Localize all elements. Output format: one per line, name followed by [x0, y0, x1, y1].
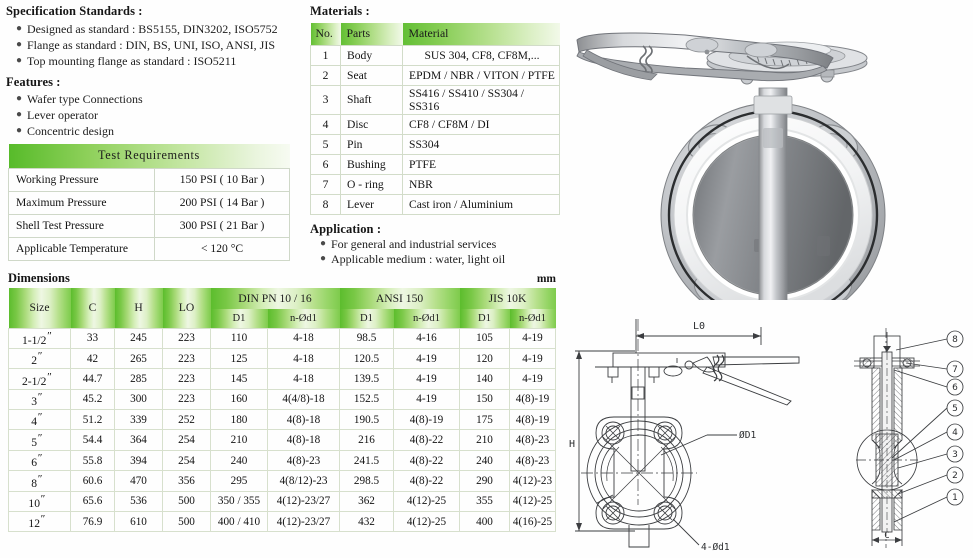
- column-header-c: C: [71, 288, 115, 328]
- cell-jis-d1: 120: [460, 348, 510, 368]
- cell-din-d1: 145: [211, 369, 268, 389]
- application-title: Application :: [310, 221, 382, 236]
- cell-ansi-nd1: 4(8)-19: [394, 410, 460, 430]
- table-row: [9, 369, 556, 389]
- cell-c: 65.6: [71, 491, 115, 511]
- size-value: 2-1/2: [21, 374, 47, 388]
- list-item-label: For general and industrial services: [331, 236, 497, 251]
- cell-ansi-nd1: 4(12)-25: [394, 512, 460, 532]
- cell-c: 51.2: [71, 410, 115, 430]
- valve-photo-svg: [565, 0, 973, 300]
- size-unit: ″: [37, 350, 42, 363]
- size-unit: ″: [40, 492, 45, 505]
- table-header-row: [9, 288, 556, 309]
- cell-lo: 356: [163, 471, 211, 491]
- cell-c: 33: [71, 328, 115, 348]
- materials-column: [310, 4, 565, 268]
- list-item-label: Lever operator: [27, 108, 98, 123]
- bullet-icon: ●: [16, 93, 23, 105]
- cell-din-nd1: 4(12)-23/27: [268, 512, 340, 532]
- bullet-icon: ●: [16, 23, 23, 34]
- cell-c: 76.9: [71, 512, 115, 532]
- cell-part: Lever: [341, 194, 403, 214]
- dimension-label-c: C: [884, 531, 890, 541]
- cell-size: [9, 430, 71, 450]
- table-row: [9, 348, 556, 368]
- cell-din-d1: 400 / 410: [211, 512, 268, 532]
- bullet-icon: ●: [16, 54, 23, 66]
- table-header-row: [311, 23, 560, 45]
- dimensions-heading: [8, 271, 556, 286]
- callout-3: 3: [952, 450, 958, 460]
- cell-no: 5: [311, 134, 341, 154]
- callout-5: 5: [952, 404, 958, 414]
- size-unit: ″: [37, 452, 42, 465]
- test-requirements-table: [8, 144, 290, 261]
- column-subheader-ansi-nd1: n-Ød1: [394, 309, 460, 328]
- table-row: [311, 194, 560, 214]
- list-item-label: Designed as standard : BS5155, DIN3202, ISO5752: [27, 22, 278, 36]
- cell-part: O - ring: [341, 174, 403, 194]
- cell-ansi-nd1: 4-19: [394, 348, 460, 368]
- column-subheader-din-nd1: n-Ød1: [268, 309, 340, 328]
- cell-din-d1: 350 / 355: [211, 491, 268, 511]
- column-header-din: DIN PN 10 / 16: [211, 288, 340, 309]
- cell-size: [9, 389, 71, 409]
- column-subheader-ansi-d1: D1: [340, 309, 394, 328]
- list-item-label: Flange as standard : DIN, BS, UNI, ISO, ANSI, JIS: [27, 37, 275, 52]
- row-label: Applicable Temperature: [9, 237, 155, 260]
- cell-din-d1: 160: [211, 389, 268, 409]
- front-view-drawing: [565, 305, 815, 558]
- cell-ansi-d1: 241.5: [340, 450, 394, 470]
- materials-table: [310, 23, 560, 215]
- row-label: Maximum Pressure: [9, 191, 155, 214]
- size-unit: ″: [37, 431, 42, 444]
- column-header-parts: Parts: [341, 23, 403, 45]
- bullet-icon: ●: [16, 109, 23, 121]
- cell-h: 245: [115, 328, 163, 348]
- dimensions-table: [8, 288, 556, 532]
- table-header-row: [9, 144, 290, 168]
- dimension-label-od1: ØD1: [739, 430, 757, 441]
- cell-h: 364: [115, 430, 163, 450]
- cell-ansi-d1: 152.5: [340, 389, 394, 409]
- table-row: [9, 389, 556, 409]
- column-header-material: Material: [403, 23, 560, 45]
- cell-jis-nd1: 4(8)-23: [510, 450, 556, 470]
- cell-part: Body: [341, 45, 403, 65]
- cell-part: Disc: [341, 114, 403, 134]
- column-header-no: No.: [311, 23, 341, 45]
- size-value: 5: [31, 435, 38, 449]
- row-value: < 120 °C: [155, 237, 290, 260]
- column-header-ansi: ANSI 150: [340, 288, 460, 309]
- cell-jis-nd1: 4(8)-23: [510, 430, 556, 450]
- cell-h: 470: [115, 471, 163, 491]
- cell-din-nd1: 4-18: [268, 369, 340, 389]
- cell-h: 339: [115, 410, 163, 430]
- cell-jis-d1: 290: [460, 471, 510, 491]
- size-unit: ″: [37, 472, 42, 485]
- callout-8: 8: [952, 335, 958, 345]
- features-list: [6, 92, 302, 139]
- list-item-label: Concentric design: [27, 124, 114, 139]
- bullet-icon: ●: [16, 38, 23, 50]
- cell-material: SS304: [403, 134, 560, 154]
- list-item: [320, 252, 565, 268]
- cell-din-nd1: 4-18: [268, 328, 340, 348]
- cell-din-d1: 110: [211, 328, 268, 348]
- table-row: [311, 114, 560, 134]
- list-item: [16, 54, 302, 70]
- column-subheader-jis-d1: D1: [460, 309, 510, 328]
- cell-ansi-d1: 216: [340, 430, 394, 450]
- list-item: [320, 237, 565, 253]
- table-row: [9, 237, 290, 260]
- cell-lo: 223: [163, 369, 211, 389]
- row-value: 150 PSI ( 10 Bar ): [155, 168, 290, 191]
- column-subheader-din-d1: D1: [211, 309, 268, 328]
- dimensions-unit: mm: [536, 273, 556, 285]
- cell-part: Pin: [341, 134, 403, 154]
- specification-standards-list: [6, 22, 302, 69]
- size-value: 2: [31, 354, 38, 368]
- size-unit: ″: [46, 370, 52, 383]
- cell-jis-d1: 400: [460, 512, 510, 532]
- cell-jis-nd1: 4(8)-19: [510, 410, 556, 430]
- cell-material: Cast iron / Aluminium: [403, 194, 560, 214]
- cell-din-nd1: 4-18: [268, 348, 340, 368]
- column-header-size: Size: [9, 288, 71, 328]
- cell-din-nd1: 4(8)-23: [268, 450, 340, 470]
- cell-c: 45.2: [71, 389, 115, 409]
- size-unit: ″: [37, 411, 42, 424]
- cell-h: 536: [115, 491, 163, 511]
- list-item: [16, 22, 302, 38]
- cell-jis-nd1: 4(16)-25: [510, 512, 556, 532]
- cell-h: 394: [115, 450, 163, 470]
- cell-jis-d1: 355: [460, 491, 510, 511]
- cell-ansi-d1: 432: [340, 512, 394, 532]
- list-item: [16, 124, 302, 140]
- butterfly-valve-photo: [565, 0, 973, 300]
- cell-jis-nd1: 4(12)-25: [510, 491, 556, 511]
- cell-c: 60.6: [71, 471, 115, 491]
- list-item-label: Wafer type Connections: [27, 92, 143, 107]
- cell-size: [9, 348, 71, 368]
- table-row: [9, 214, 290, 237]
- cell-size: [9, 471, 71, 491]
- cell-material: CF8 / CF8M / DI: [403, 114, 560, 134]
- cell-size: [9, 369, 71, 389]
- cell-ansi-nd1: 4(12)-25: [394, 491, 460, 511]
- cell-din-nd1: 4(8)-18: [268, 430, 340, 450]
- column-header-h: H: [115, 288, 163, 328]
- bullet-icon: ●: [320, 253, 327, 265]
- cell-no: 7: [311, 174, 341, 194]
- page-title: Dimensions: [8, 271, 70, 285]
- cell-lo: 223: [163, 328, 211, 348]
- cell-din-d1: 295: [211, 471, 268, 491]
- list-item: [16, 38, 302, 54]
- callout-1: 1: [952, 493, 958, 503]
- row-value: 200 PSI ( 14 Bar ): [155, 191, 290, 214]
- cell-lo: 500: [163, 512, 211, 532]
- cell-ansi-d1: 98.5: [340, 328, 394, 348]
- table-row: [311, 134, 560, 154]
- cell-no: 2: [311, 65, 341, 85]
- cell-size: [9, 491, 71, 511]
- list-item: [16, 92, 302, 108]
- cell-size: [9, 328, 71, 348]
- cell-jis-d1: 105: [460, 328, 510, 348]
- cell-ansi-d1: 190.5: [340, 410, 394, 430]
- cell-din-d1: 125: [211, 348, 268, 368]
- cell-no: 4: [311, 114, 341, 134]
- cell-material: SUS 304, CF8, CF8M,...: [403, 45, 560, 65]
- cell-part: Shaft: [341, 85, 403, 114]
- cell-ansi-d1: 120.5: [340, 348, 394, 368]
- cell-lo: 252: [163, 410, 211, 430]
- list-item: [16, 108, 302, 124]
- test-requirements-title: Test Requirements: [9, 144, 290, 168]
- row-value: 300 PSI ( 21 Bar ): [155, 214, 290, 237]
- application-block: [310, 222, 565, 269]
- cell-material: NBR: [403, 174, 560, 194]
- callout-4: 4: [952, 428, 958, 438]
- cell-c: 42: [71, 348, 115, 368]
- cell-jis-nd1: 4(8)-19: [510, 389, 556, 409]
- materials-title: Materials :: [310, 4, 370, 18]
- cell-no: 1: [311, 45, 341, 65]
- table-row: [9, 471, 556, 491]
- cell-din-d1: 240: [211, 450, 268, 470]
- size-value: 3: [31, 394, 38, 408]
- table-row: [9, 168, 290, 191]
- table-row: [311, 45, 560, 65]
- bullet-icon: ●: [320, 237, 327, 249]
- cell-jis-d1: 210: [460, 430, 510, 450]
- column-subheader-jis-nd1: n-Ød1: [510, 309, 556, 328]
- cell-lo: 254: [163, 430, 211, 450]
- table-row: [9, 512, 556, 532]
- cell-jis-nd1: 4(12)-23: [510, 471, 556, 491]
- cell-h: 265: [115, 348, 163, 368]
- cell-jis-nd1: 4-19: [510, 348, 556, 368]
- cell-material: SS416 / SS410 / SS304 / SS316: [403, 85, 560, 114]
- cell-din-nd1: 4(8/12)-23: [268, 471, 340, 491]
- cell-din-d1: 180: [211, 410, 268, 430]
- column-header-lo: LO: [163, 288, 211, 328]
- cell-ansi-nd1: 4-19: [394, 389, 460, 409]
- cell-h: 610: [115, 512, 163, 532]
- size-value: 8: [31, 476, 38, 490]
- cell-ansi-nd1: 4-19: [394, 369, 460, 389]
- cell-material: EPDM / NBR / VITON / PTFE: [403, 65, 560, 85]
- cell-jis-d1: 175: [460, 410, 510, 430]
- cell-no: 3: [311, 85, 341, 114]
- cell-lo: 500: [163, 491, 211, 511]
- list-item-label: Top mounting flange as standard : ISO5211: [27, 53, 237, 68]
- table-row: [9, 450, 556, 470]
- cell-no: 8: [311, 194, 341, 214]
- row-label: Shell Test Pressure: [9, 214, 155, 237]
- specification-standards-title: Specification Standards :: [6, 4, 143, 18]
- dimension-label-lo: L0: [693, 321, 706, 332]
- size-value: 10: [28, 496, 40, 510]
- column-header-jis: JIS 10K: [460, 288, 556, 309]
- cell-c: 54.4: [71, 430, 115, 450]
- dimension-label-h: H: [569, 439, 576, 450]
- size-value: 6: [31, 455, 38, 469]
- table-row: [9, 491, 556, 511]
- cell-jis-nd1: 4-19: [510, 328, 556, 348]
- table-row: [311, 85, 560, 114]
- cell-jis-d1: 140: [460, 369, 510, 389]
- dimension-label-holes: 4-Ød1: [701, 542, 730, 553]
- cell-jis-nd1: 4-19: [510, 369, 556, 389]
- cell-no: 6: [311, 154, 341, 174]
- size-unit: ″: [37, 390, 42, 403]
- cell-jis-d1: 150: [460, 389, 510, 409]
- cell-material: PTFE: [403, 154, 560, 174]
- cell-c: 55.8: [71, 450, 115, 470]
- cell-size: [9, 450, 71, 470]
- cell-size: [9, 410, 71, 430]
- cell-din-nd1: 4(8)-18: [268, 410, 340, 430]
- front-view-svg: [565, 305, 815, 558]
- section-view-svg: [836, 308, 973, 558]
- cell-size: [9, 512, 71, 532]
- callout-6: 6: [952, 383, 958, 393]
- cell-jis-d1: 240: [460, 450, 510, 470]
- callout-2: 2: [952, 471, 958, 481]
- features-title: Features :: [6, 75, 61, 90]
- table-row: [9, 328, 556, 348]
- cell-lo: 254: [163, 450, 211, 470]
- cell-ansi-nd1: 4-16: [394, 328, 460, 348]
- cell-ansi-d1: 362: [340, 491, 394, 511]
- cell-din-nd1: 4(12)-23/27: [268, 491, 340, 511]
- list-item-label: Applicable medium : water, light oil: [331, 252, 506, 267]
- bullet-icon: ●: [16, 125, 23, 137]
- section-view-drawing: [836, 308, 973, 558]
- cell-ansi-d1: 139.5: [340, 369, 394, 389]
- cell-part: Seat: [341, 65, 403, 85]
- table-row: [311, 154, 560, 174]
- size-unit: ″: [40, 513, 45, 526]
- cell-part: Bushing: [341, 154, 403, 174]
- table-row: [9, 430, 556, 450]
- cell-ansi-nd1: 4(8)-22: [394, 430, 460, 450]
- specifications-column: [6, 4, 302, 140]
- table-row: [9, 191, 290, 214]
- table-row: [9, 410, 556, 430]
- cell-ansi-nd1: 4(8)-22: [394, 450, 460, 470]
- dimensions-table-body: [9, 328, 556, 532]
- size-value: 4: [31, 415, 38, 429]
- cell-ansi-d1: 298.5: [340, 471, 394, 491]
- size-unit: ″: [46, 329, 52, 342]
- row-label: Working Pressure: [9, 168, 155, 191]
- cell-h: 300: [115, 389, 163, 409]
- cell-din-d1: 210: [211, 430, 268, 450]
- cell-h: 285: [115, 369, 163, 389]
- size-value: 12: [28, 517, 40, 531]
- size-value: 1-1/2: [21, 333, 47, 347]
- cell-ansi-nd1: 4(8)-22: [394, 471, 460, 491]
- callout-7: 7: [952, 365, 958, 375]
- table-row: [311, 65, 560, 85]
- cell-c: 44.7: [71, 369, 115, 389]
- table-row: [311, 174, 560, 194]
- cell-lo: 223: [163, 389, 211, 409]
- cell-lo: 223: [163, 348, 211, 368]
- cell-din-nd1: 4(4/8)-18: [268, 389, 340, 409]
